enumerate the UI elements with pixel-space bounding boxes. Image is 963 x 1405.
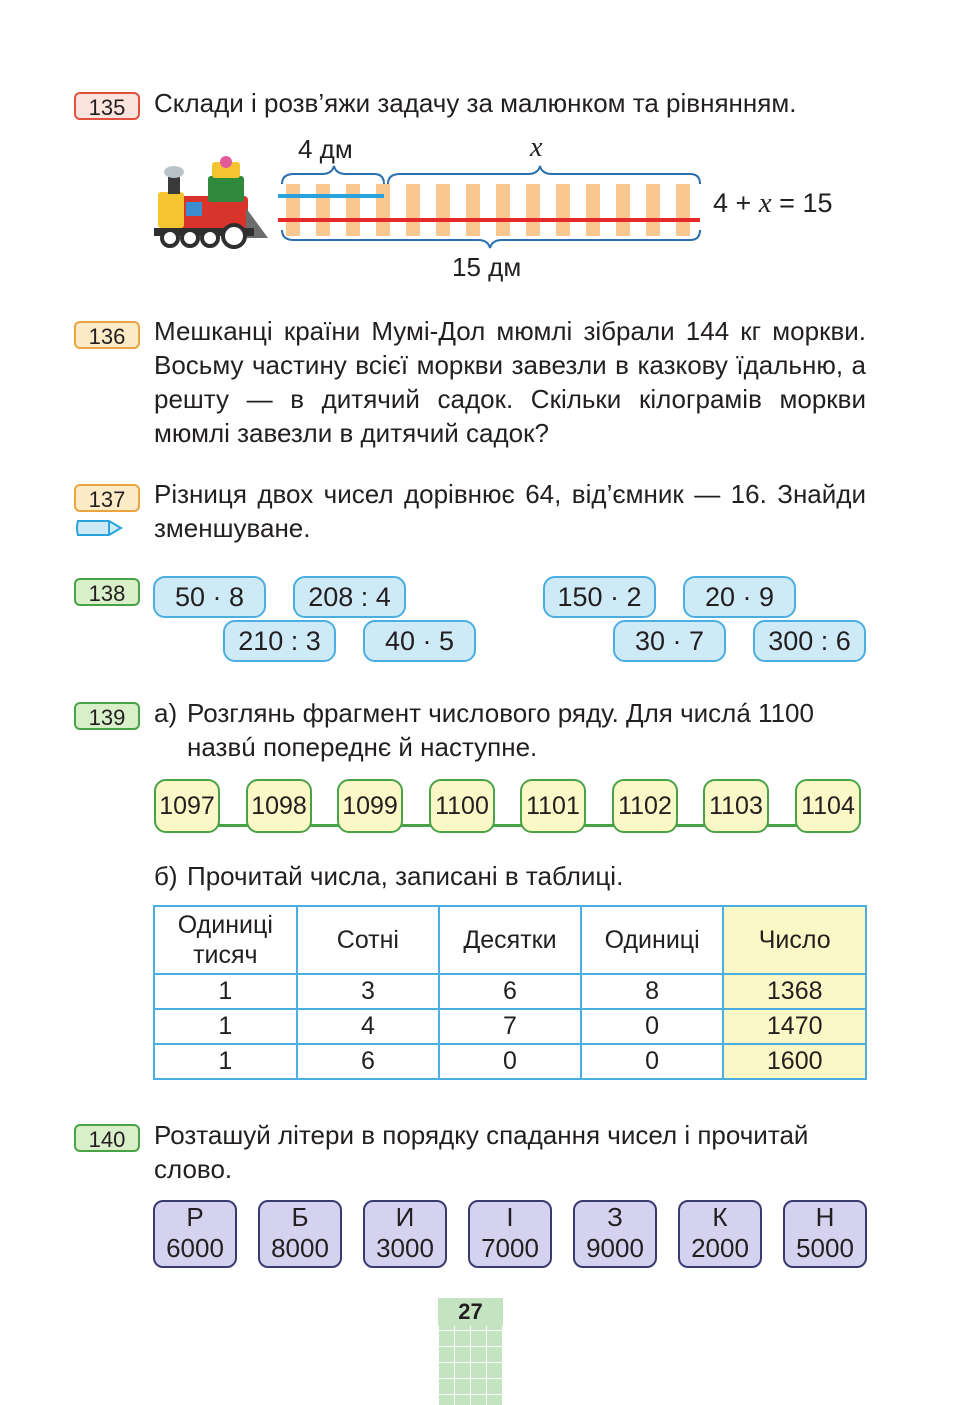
sequence-number: 1100 <box>429 779 495 833</box>
table-cell: 8 <box>581 974 724 1009</box>
task-number-135: 135 <box>74 92 140 120</box>
brace-top-right <box>388 166 700 184</box>
header-units: Одиниці <box>581 906 724 974</box>
table-cell: 1368 <box>723 974 866 1009</box>
task-137-text: Різниця двох чисел дорівнює 64, від’ємник — 16. Знайди зменшуване. <box>154 479 866 543</box>
table-cell: 0 <box>439 1044 581 1079</box>
task-number-138: 138 <box>74 578 140 606</box>
sequence-number: 1103 <box>703 779 769 833</box>
sequence-number: 1101 <box>520 779 586 833</box>
expression-box: 210 : 3 <box>223 620 336 662</box>
table-row <box>154 974 866 1009</box>
card-letter: К <box>712 1202 728 1232</box>
letter-card <box>678 1200 762 1268</box>
card-letter: Б <box>291 1202 309 1232</box>
brace-bottom <box>282 230 700 248</box>
header-number: Число <box>723 906 866 974</box>
expression-box: 40 · 5 <box>363 620 476 662</box>
expression-box: 208 : 4 <box>293 576 406 618</box>
sequence-number: 1097 <box>154 779 220 833</box>
card-letter: І <box>506 1202 514 1232</box>
card-letter: Н <box>815 1202 835 1232</box>
label-x: x <box>530 132 543 163</box>
table-cell: 1600 <box>723 1044 866 1079</box>
table-cell: 6 <box>439 974 581 1009</box>
letter-card <box>258 1200 342 1268</box>
card-letter: И <box>395 1202 415 1232</box>
table-cell: 1 <box>154 1009 297 1044</box>
pencil-icon <box>75 517 123 539</box>
card-value: 8000 <box>271 1233 329 1263</box>
card-value: 7000 <box>481 1233 539 1263</box>
card-letter: З <box>607 1202 623 1232</box>
card-value: 9000 <box>586 1233 644 1263</box>
expression-box: 20 · 9 <box>683 576 796 618</box>
table-row <box>154 1044 866 1079</box>
task-number-139: 139 <box>74 702 140 730</box>
letter-card <box>153 1200 237 1268</box>
expression-box: 30 · 7 <box>613 620 726 662</box>
part-b-text: Прочитай числа, записані в таблиці. <box>187 861 624 891</box>
letter-card <box>783 1200 867 1268</box>
task-135-text: Склади і розв’яжи задачу за малюнком та рівнянням. <box>154 88 797 118</box>
expression-box: 50 · 8 <box>153 576 266 618</box>
task-136-text: Мешканці країни Мумі-Дол мюмлі зібрали 144 кг моркви. Восьму частину всієї моркви завезли в казкову їдальню, а решту — в дитячий садок. Скільки кілограмів моркви мюмлі завезли в дитячий садок? <box>154 316 866 448</box>
table-row <box>154 1009 866 1044</box>
expression-box: 300 : 6 <box>753 620 866 662</box>
table-cell: 3 <box>297 974 439 1009</box>
place-value-table <box>153 905 867 1080</box>
card-value: 5000 <box>796 1233 854 1263</box>
table-cell: 1470 <box>723 1009 866 1044</box>
card-value: 3000 <box>376 1233 434 1263</box>
label-15dm: 15 дм <box>452 252 522 282</box>
table-cell: 6 <box>297 1044 439 1079</box>
equation: 4 + x = 15 <box>713 187 833 219</box>
brace-top-left <box>282 166 384 184</box>
task-number-136: 136 <box>74 321 140 349</box>
table-cell: 1 <box>154 974 297 1009</box>
part-a-marker: а) <box>154 698 178 728</box>
train-icon <box>150 156 270 250</box>
letter-card <box>573 1200 657 1268</box>
header-tens: Десятки <box>439 906 581 974</box>
label-4dm: 4 дм <box>298 134 353 164</box>
sequence-number: 1104 <box>795 779 861 833</box>
table-cell: 0 <box>581 1044 724 1079</box>
header-thousands: Одиниці тисяч <box>154 906 297 974</box>
letter-card <box>468 1200 552 1268</box>
letter-card <box>363 1200 447 1268</box>
task-number-137: 137 <box>74 484 140 512</box>
table-cell: 7 <box>439 1009 581 1044</box>
card-letter: Р <box>186 1202 204 1232</box>
table-cell: 1 <box>154 1044 297 1079</box>
header-hundreds: Сотні <box>297 906 439 974</box>
sequence-number: 1102 <box>612 779 678 833</box>
table-cell: 0 <box>581 1009 724 1044</box>
sequence-number: 1098 <box>246 779 312 833</box>
card-value: 6000 <box>166 1233 224 1263</box>
card-value: 2000 <box>691 1233 749 1263</box>
sequence-number: 1099 <box>337 779 403 833</box>
page-number-block <box>438 1298 503 1405</box>
part-a-text: Розглянь фрагмент числового ряду. Для числá 1100 назвú попереднє й наступне. <box>187 698 814 762</box>
page-number: 27 <box>438 1298 503 1326</box>
table-cell: 4 <box>297 1009 439 1044</box>
part-b-marker: б) <box>154 861 178 891</box>
task-140-text: Розташуй літери в порядку спадання чисел і прочитай слово. <box>154 1120 809 1184</box>
task-number-140: 140 <box>74 1124 140 1152</box>
expression-box: 150 · 2 <box>543 576 656 618</box>
